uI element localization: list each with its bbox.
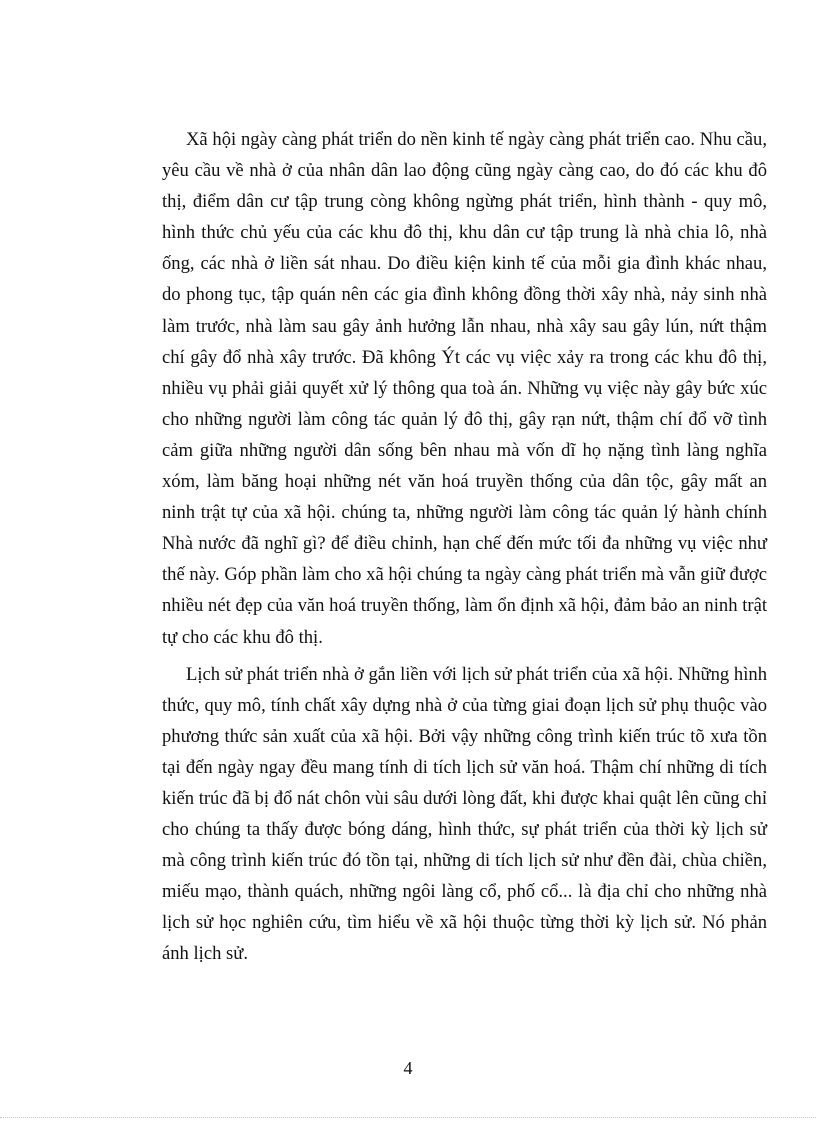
page-bottom-divider	[0, 1117, 816, 1118]
page-number: 4	[403, 1058, 413, 1078]
paragraph-2: Lịch sử phát triển nhà ở gắn liền với lịch sử phát triển của xã hội. Những hình thức, quy mô, tính chất xây dựng nhà ở của từng giai đoạn lịch sử phụ thuộc vào phương thức sản xuất của xã hội. Bởi vậy những công trình kiến trúc tõ xưa tồn tại đến ngày ngay đều mang tính di tích lịch sử văn hoá. Thậm chí những di tích kiến trúc đã bị đổ nát chôn vùi sâu dưới lòng đất, khi được khai quật lên cũng chỉ cho chúng ta thấy được bóng dáng, hình thức, sự phát triển của thời kỳ lịch sử mà công trình kiến trúc đó tồn tại, những di tích lịch sử như đền đài, chùa chiền, miếu mạo, thành quách, những ngôi làng cổ, phố cổ... là địa chỉ cho những nhà lịch sử học nghiên cứu, tìm hiểu về xã hội thuộc từng thời kỳ lịch sử. Nó phản ánh lịch sử.	[162, 663, 767, 965]
body-text	[162, 124, 767, 976]
paragraph-1: Xã hội ngày càng phát triển do nền kinh tế ngày càng phát triển cao. Nhu cầu, yêu cầu về nhà ở của nhân dân lao động cũng ngày càng cao, do đó các khu đô thị, điểm dân cư tập trung còng không ngừng phát triển, hình thành - quy mô, hình thức chủ yếu của các khu đô thị, khu dân cư tập trung là nhà chia lô, nhà ống, các nhà ở liền sát nhau. Do điều kiện kinh tế của mỗi gia đình khác nhau, do phong tục, tập quán nên các gia đình không đồng thời xây nhà, nảy sinh nhà làm trước, nhà làm sau gây ảnh hưởng lẫn nhau, nhà xây sau gây lún, nứt thậm chí gây đổ nhà xây trước. Đã không Ýt các vụ việc xảy ra trong các khu đô thị, nhiều vụ phải giải quyết xử lý thông qua toà án. Những vụ việc này gây bức xúc cho những người làm công tác quản lý đô thị, gây rạn nứt, thậm chí đổ vỡ tình cảm giữa những người dân sống bên nhau mà vốn dĩ họ nặng tình làng nghĩa xóm, làm băng hoại những nét văn hoá truyền thống của dân tộc, gây mất an ninh trật tự của xã hội. chúng ta, những người làm công tác quản lý hành chính Nhà nước đã nghĩ gì? để điều chỉnh, hạn chế đến mức tối đa những vụ việc như thế này. Góp phần làm cho xã hội chúng ta ngày càng phát triển mà vẫn giữ được nhiều nét đẹp của văn hoá truyền thống, làm ổn định xã hội, đảm bảo an ninh trật tự cho các khu đô thị.	[162, 129, 767, 648]
